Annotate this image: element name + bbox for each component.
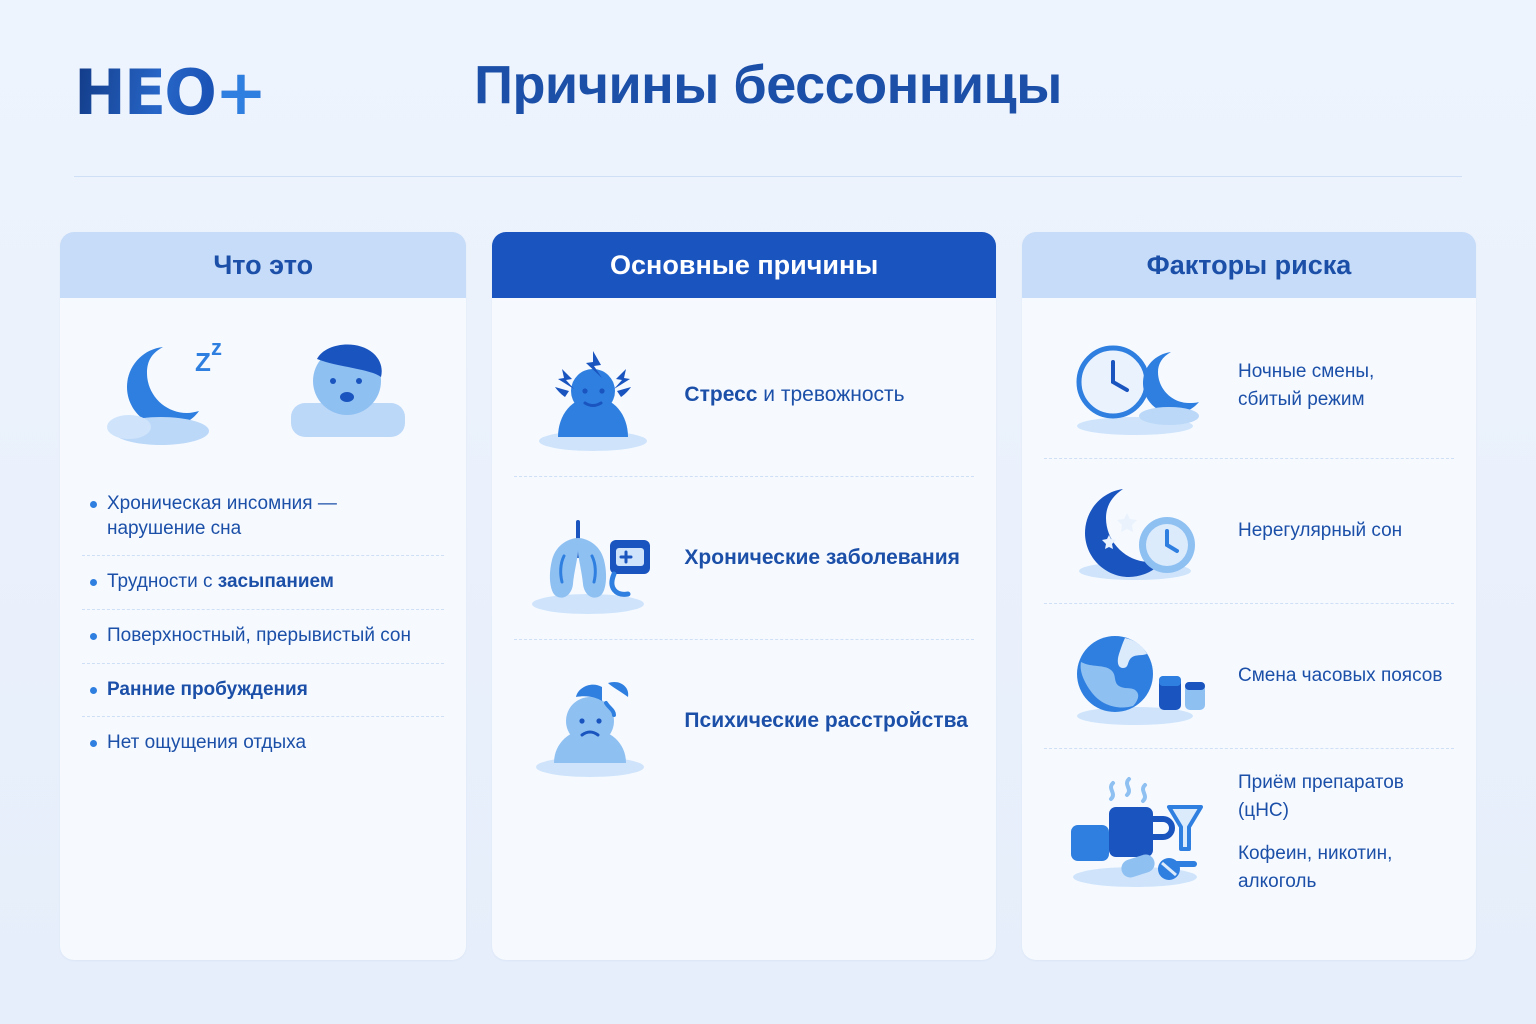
risk-line-2: сбитый режим	[1237, 389, 1365, 410]
card-what-body	[60, 298, 466, 960]
stress-headache-icon	[518, 340, 668, 450]
list-item	[82, 478, 444, 556]
list-item-label-prefix: Трудности с	[107, 571, 218, 593]
card-risks-heading: Факторы риска	[1022, 232, 1476, 298]
risk-line-1: Смена часовых поясов	[1237, 665, 1443, 687]
list-item-label	[1238, 662, 1442, 690]
brand-logo-plus: +	[214, 56, 265, 129]
list-item	[82, 556, 444, 610]
card-what-heading: Что это	[60, 232, 466, 298]
bullet-dot-icon	[90, 687, 97, 694]
risk-line-1: Приём препаратов (цНС)	[1237, 772, 1404, 821]
list-item	[82, 664, 444, 718]
list-item	[82, 717, 444, 770]
clock-moon-icon	[1048, 334, 1224, 438]
list-item-label: Поверхностный, прерывистый сон	[107, 625, 411, 647]
sleeping-person-icon	[273, 319, 423, 469]
card-risks-body	[1022, 298, 1476, 960]
what-bullet-list	[82, 478, 444, 770]
list-item	[82, 610, 444, 664]
header-divider	[74, 176, 1462, 177]
sad-face-cloud-icon	[518, 666, 668, 776]
list-item-label	[684, 381, 904, 408]
list-item-label	[107, 570, 334, 595]
bullet-dot-icon	[90, 579, 97, 586]
cause-label-bold: Стресс	[684, 383, 758, 407]
list-item	[514, 640, 974, 802]
moon-stars-clock-icon	[1048, 479, 1224, 583]
brand-logo-text: HEO	[74, 56, 215, 129]
risk-line-1: Нерегулярный сон	[1237, 520, 1403, 542]
globe-pills-icon	[1048, 624, 1224, 728]
list-item	[1044, 314, 1454, 459]
list-item	[1044, 749, 1454, 915]
columns-container	[60, 232, 1476, 960]
list-item-label	[684, 544, 959, 571]
page-header	[0, 54, 1536, 164]
list-item-label	[1238, 769, 1450, 895]
moon-zzz-icon	[103, 319, 263, 469]
bullet-dot-icon	[90, 740, 97, 747]
what-hero-illustration	[82, 314, 444, 474]
card-causes-body	[492, 298, 996, 960]
card-main-causes	[492, 232, 996, 960]
list-item-label	[684, 707, 967, 734]
risk-line-2: Кофеин, никотин,	[1237, 843, 1393, 865]
card-risk-factors	[1022, 232, 1476, 960]
lungs-bloodpressure-icon	[518, 503, 668, 613]
cause-label-bold: Хронические заболевания	[684, 546, 960, 570]
risk-line-3: алкоголь	[1237, 870, 1317, 892]
bullet-dot-icon	[90, 633, 97, 640]
list-item-label-bold: засыпанием	[217, 571, 334, 593]
list-item-label: Хроническая инсомния — нарушение сна	[107, 493, 337, 539]
cause-label-bold: Психические расстройства	[684, 709, 968, 733]
coffee-wine-pills-icon	[1048, 780, 1224, 884]
page-title: Причины бессонницы	[474, 55, 1062, 115]
list-item	[514, 314, 974, 477]
list-item-label	[1238, 517, 1402, 545]
card-causes-heading: Основные причины	[492, 232, 996, 298]
list-item-label: Нет ощущения отдыха	[107, 732, 307, 754]
svg-text:Z: Z	[195, 347, 212, 377]
list-item-label	[1238, 358, 1374, 413]
cause-label-rest: и тревожность	[757, 383, 905, 407]
list-item	[1044, 459, 1454, 604]
list-item-label: Ранние пробуждения	[107, 678, 308, 700]
svg-text:z: z	[211, 335, 223, 360]
card-what-is-it	[60, 232, 466, 960]
bullet-dot-icon	[90, 501, 97, 508]
list-item	[514, 477, 974, 640]
list-item	[1044, 604, 1454, 749]
risk-line-1: Ночные смены,	[1237, 361, 1375, 383]
